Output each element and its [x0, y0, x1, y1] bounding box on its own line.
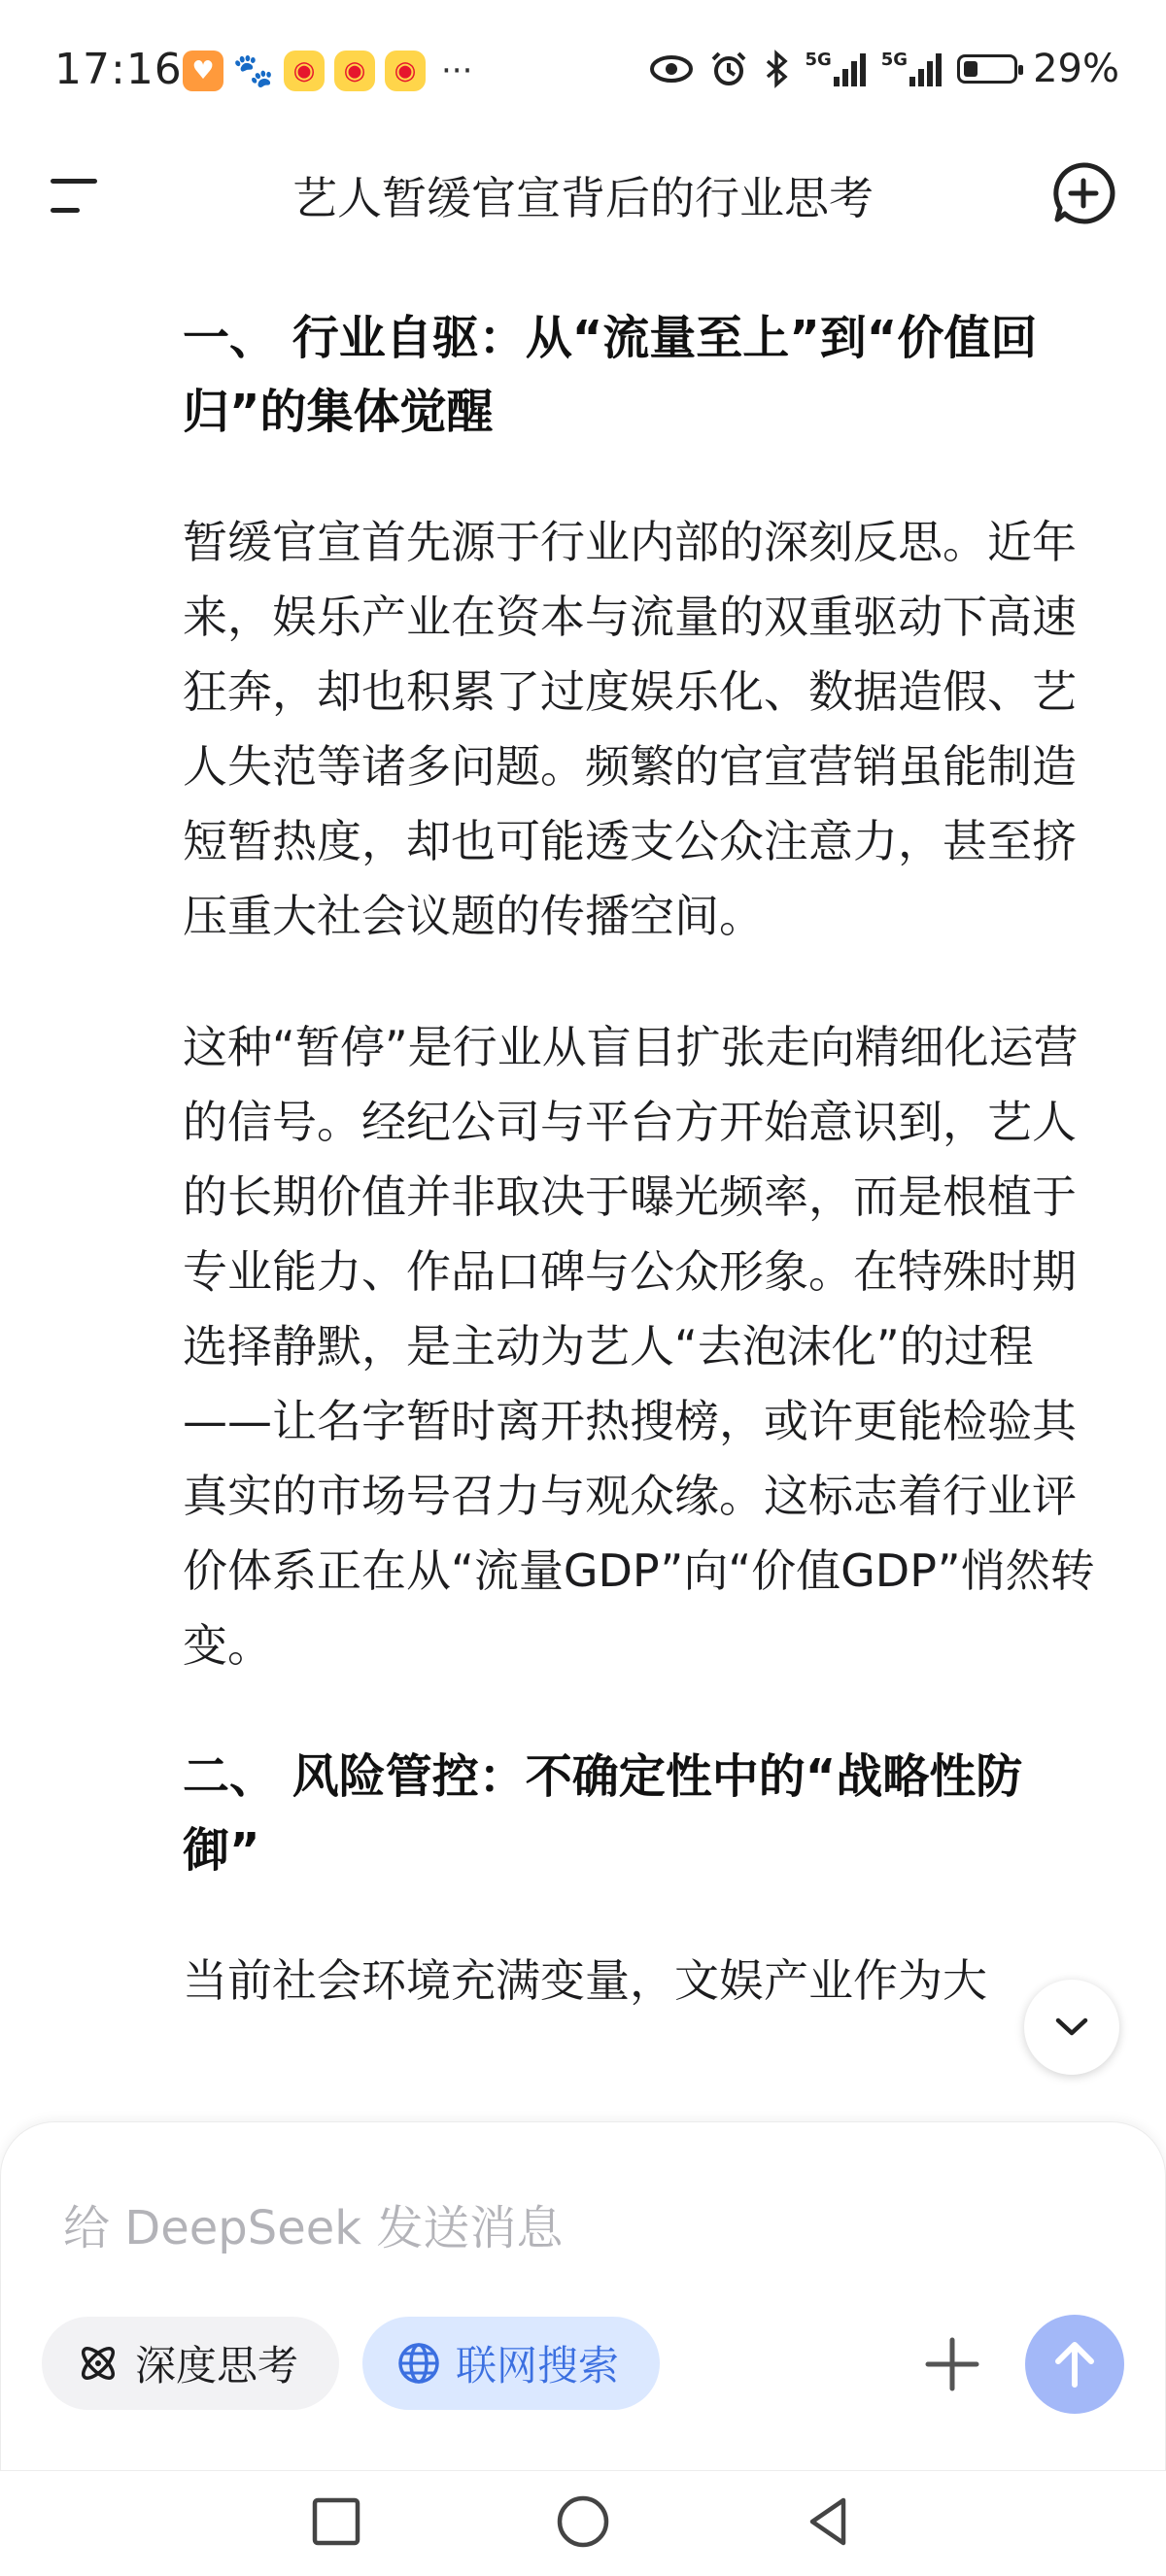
message-input[interactable]: 给 DeepSeek 发送消息: [63, 2201, 564, 2255]
system-indicators: [649, 47, 1119, 91]
new-chat-icon: [1049, 159, 1117, 227]
paragraph: 当前社会环境充满变量，文娱产业作为大: [183, 1954, 987, 2007]
health-app-icon: ♥: [183, 51, 223, 91]
message-content: [183, 301, 1096, 2018]
recents-button[interactable]: [307, 2492, 365, 2551]
back-button[interactable]: [801, 2492, 859, 2551]
more-notifications-icon: ···: [441, 51, 473, 90]
web-search-label: 联网搜索: [456, 2342, 620, 2390]
eye-comfort-icon: [649, 54, 694, 84]
weibo-icon: ◉: [334, 51, 375, 91]
deep-think-toggle[interactable]: [42, 2317, 339, 2410]
system-nav-bar: [0, 2471, 1166, 2576]
deep-think-label: 深度思考: [135, 2342, 299, 2390]
message-composer: [0, 2121, 1166, 2471]
page-title: 艺人暂缓官宣背后的行业思考: [292, 172, 874, 224]
status-bar: [0, 0, 1166, 146]
new-chat-button[interactable]: [1049, 159, 1117, 227]
chevron-down-icon: [1052, 2016, 1091, 2039]
status-time: 17:16: [54, 45, 183, 94]
alarm-icon: [709, 50, 748, 88]
baidu-icon: 🐾: [232, 51, 275, 90]
signal-icon: 5G: [805, 51, 865, 86]
app-header: [0, 146, 1166, 243]
web-search-toggle[interactable]: [362, 2317, 660, 2410]
atom-icon: [75, 2340, 121, 2387]
home-button[interactable]: [554, 2492, 612, 2551]
arrow-up-icon: [1050, 2338, 1099, 2390]
weibo-icon: ◉: [385, 51, 426, 91]
home-icon: [554, 2492, 612, 2551]
paragraph: 暂缓官宣首先源于行业内部的深刻反思。近年来，娱乐产业在资本与流量的双重驱动下高速狂奔，却也积累了过度娱乐化、数据造假、艺人失范等诸多问题。频繁的官宣营销虽能制造短暂热度，却也可能透支公众注意力，甚至挤压重大社会议题的传播空间。: [183, 516, 1077, 942]
paragraph: 这种“暂停”是行业从盲目扩张走向精细化运营的信号。经纪公司与平台方开始意识到，艺人的长期价值并非取决于曝光频率，而是根植于专业能力、作品口碑与公众形象。在特殊时期选择静默，是主动为艺人“去泡沫化”的过程——让名字暂时离开热搜榜，或许更能检验其真实的市场号召力与观众缘。这标志着行业评价体系正在从“流量GDP”向“价值GDP”悄然转变。: [183, 1021, 1095, 1672]
bluetooth-icon: [764, 50, 789, 88]
globe-icon: [395, 2340, 442, 2387]
attach-button[interactable]: [918, 2330, 986, 2398]
back-icon: [801, 2492, 859, 2551]
weibo-icon: ◉: [284, 51, 325, 91]
send-button[interactable]: [1025, 2315, 1124, 2414]
recents-icon: [307, 2492, 365, 2551]
battery-fill: [964, 61, 977, 77]
section-heading: 二、 风险管控：不确定性中的“战略性防御”: [183, 1749, 1023, 1878]
notification-icons: [183, 51, 472, 91]
battery-icon: [957, 54, 1017, 84]
scroll-to-bottom-button[interactable]: [1024, 1980, 1119, 2075]
section-heading: 一、 行业自驱：从“流量至上”到“价值回归”的集体觉醒: [183, 311, 1038, 439]
signal-icon: 5G: [881, 51, 942, 86]
battery-percent: 29%: [1033, 47, 1119, 91]
plus-icon: [918, 2330, 986, 2398]
